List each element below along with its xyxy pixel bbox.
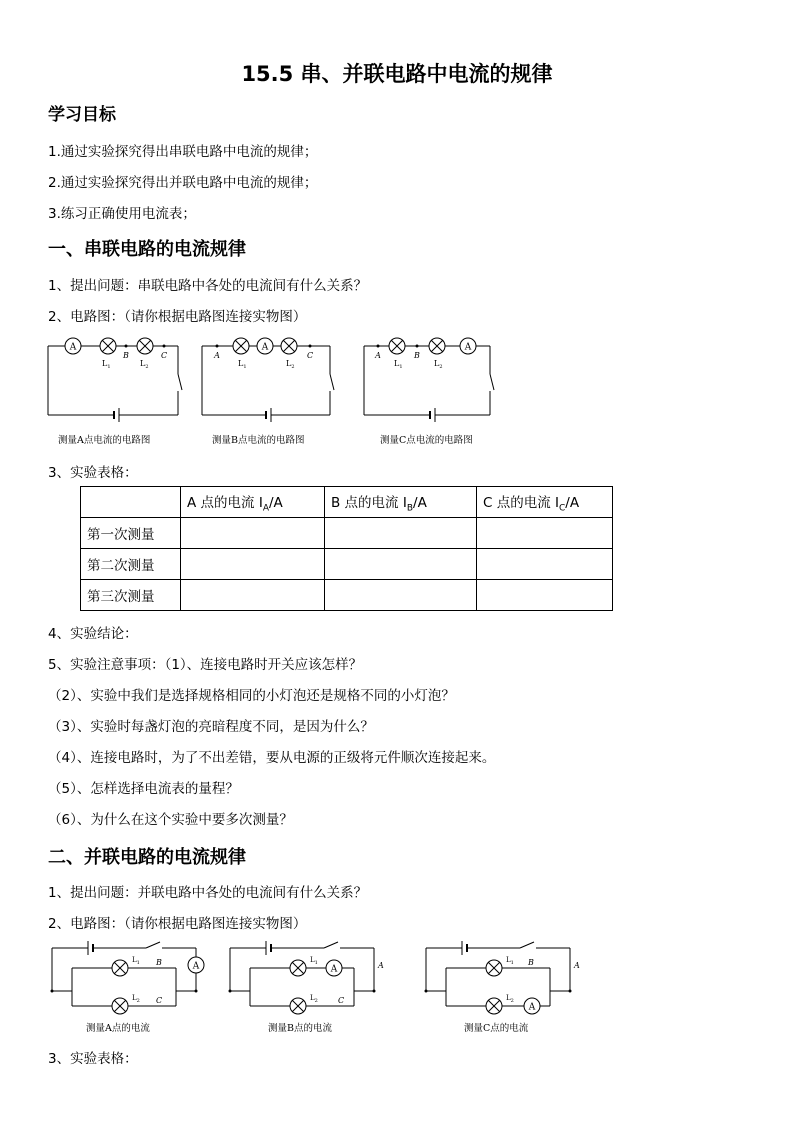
series-question-2: 2、电路图：（请你根据电路图连接实物图）	[48, 309, 307, 325]
ammeter-label: A	[528, 1002, 536, 1013]
point-a-label: A	[378, 961, 384, 970]
point-c-label: C	[160, 351, 168, 360]
point-b-label: B	[528, 958, 534, 967]
lamp-l1-label: $L_1$	[102, 359, 111, 370]
objectives-heading: 学习目标	[48, 105, 116, 125]
ammeter-label: A	[261, 342, 269, 353]
parallel-caption-a: 测量A点的电流	[86, 1023, 150, 1034]
lamp-l1-label: $L_1$	[238, 359, 247, 370]
parallel-question-1: 1、提出问题：并联电路中各处的电流间有什么关系？	[48, 885, 368, 901]
table-cell[interactable]	[325, 580, 477, 611]
objective-item: 3.练习正确使用电流表；	[48, 206, 196, 222]
series-question-5: 5、实验注意事项：（1）、连接电路时开关应该怎样？	[48, 657, 363, 673]
series-question-4: 4、实验结论：	[48, 626, 138, 642]
table-row-label: 第一次测量	[81, 518, 181, 549]
series-circuit-diagram-c	[362, 336, 508, 422]
table-cell[interactable]	[181, 549, 325, 580]
parallel-heading: 二、并联电路的电流规律	[48, 847, 246, 868]
series-circuit-diagram-a	[46, 336, 192, 422]
page-title: 15.5 串、并联电路中电流的规律	[241, 62, 553, 86]
series-caption-c: 测量C点电流的电路图	[380, 435, 473, 446]
point-b-label: B	[414, 351, 420, 360]
lamp-l2-label: $L_2$	[140, 359, 149, 370]
table-cell[interactable]	[325, 518, 477, 549]
table-row	[81, 580, 613, 611]
point-c-label: C	[306, 351, 314, 360]
table-cell[interactable]	[477, 518, 613, 549]
parallel-question-2: 2、电路图：（请你根据电路图连接实物图）	[48, 916, 307, 932]
table-row-label: 第三次测量	[81, 580, 181, 611]
objective-item: 1.通过实验探究得出串联电路中电流的规律；	[48, 144, 318, 160]
point-c-label: C	[156, 996, 163, 1005]
lamp-l1-label: $L_1$	[394, 359, 403, 370]
point-a-label: A	[574, 961, 580, 970]
table-header-row	[81, 487, 613, 518]
lamp-l1-label: $L_1$	[310, 956, 318, 966]
table-row-label: 第二次测量	[81, 549, 181, 580]
point-a-label: A	[375, 351, 381, 360]
table-cell[interactable]	[181, 518, 325, 549]
table-header-cell: A 点的电流 $I_A/A$	[181, 487, 325, 518]
series-circuit-diagram-b	[200, 336, 346, 422]
ammeter-label: A	[464, 342, 472, 353]
series-note: （2）、实验中我们是选择规格相同的小灯泡还是规格不同的小灯泡？	[48, 688, 455, 704]
parallel-circuit-diagram-b	[226, 938, 392, 1018]
lamp-l2-label: $L_2$	[506, 994, 514, 1004]
objective-item: 2.通过实验探究得出并联电路中电流的规律；	[48, 175, 318, 191]
point-b-label: B	[123, 351, 129, 360]
ammeter-label: A	[192, 961, 200, 972]
series-note: （5）、怎样选择电流表的量程？	[48, 781, 239, 797]
point-c-label: C	[338, 996, 345, 1005]
series-heading: 一、串联电路的电流规律	[48, 239, 246, 260]
table-header-cell: C 点的电流 $I_C/A$	[477, 487, 613, 518]
lamp-l2-label: $L_2$	[132, 994, 140, 1004]
parallel-caption-b: 测量B点的电流	[268, 1023, 332, 1034]
lamp-l1-label: $L_1$	[132, 956, 140, 966]
series-question-1: 1、提出问题：串联电路中各处的电流间有什么关系？	[48, 278, 368, 294]
lamp-l2-label: $L_2$	[310, 994, 318, 1004]
parallel-question-3: 3、实验表格：	[48, 1051, 138, 1067]
series-note: （6）、为什么在这个实验中要多次测量？	[48, 812, 293, 828]
table-header-cell: B 点的电流 $I_B/A$	[325, 487, 477, 518]
lamp-l2-label: $L_2$	[286, 359, 295, 370]
lamp-l1-label: $L_1$	[506, 956, 514, 966]
parallel-circuit-diagram-a	[48, 938, 214, 1018]
series-caption-b: 测量B点电流的电路图	[212, 435, 305, 446]
parallel-caption-c: 测量C点的电流	[464, 1023, 529, 1034]
ammeter-label: A	[330, 964, 338, 975]
table-row	[81, 549, 613, 580]
table-cell[interactable]	[477, 580, 613, 611]
point-b-label: B	[156, 958, 162, 967]
point-a-label: A	[214, 351, 220, 360]
series-data-table	[80, 486, 613, 611]
series-question-3: 3、实验表格：	[48, 465, 138, 481]
ammeter-label: A	[69, 342, 77, 353]
lamp-l2-label: $L_2$	[434, 359, 443, 370]
parallel-circuit-diagram-c	[422, 938, 588, 1018]
series-caption-a: 测量A点电流的电路图	[58, 435, 151, 446]
table-cell[interactable]	[477, 549, 613, 580]
table-cell[interactable]	[325, 549, 477, 580]
table-cell[interactable]	[181, 580, 325, 611]
table-cell	[81, 487, 181, 518]
series-note: （3）、实验时每盏灯泡的亮暗程度不同，是因为什么？	[48, 719, 374, 735]
table-row	[81, 518, 613, 549]
series-note: （4）、连接电路时，为了不出差错，要从电源的正级将元件顺次连接起来。	[48, 750, 496, 766]
